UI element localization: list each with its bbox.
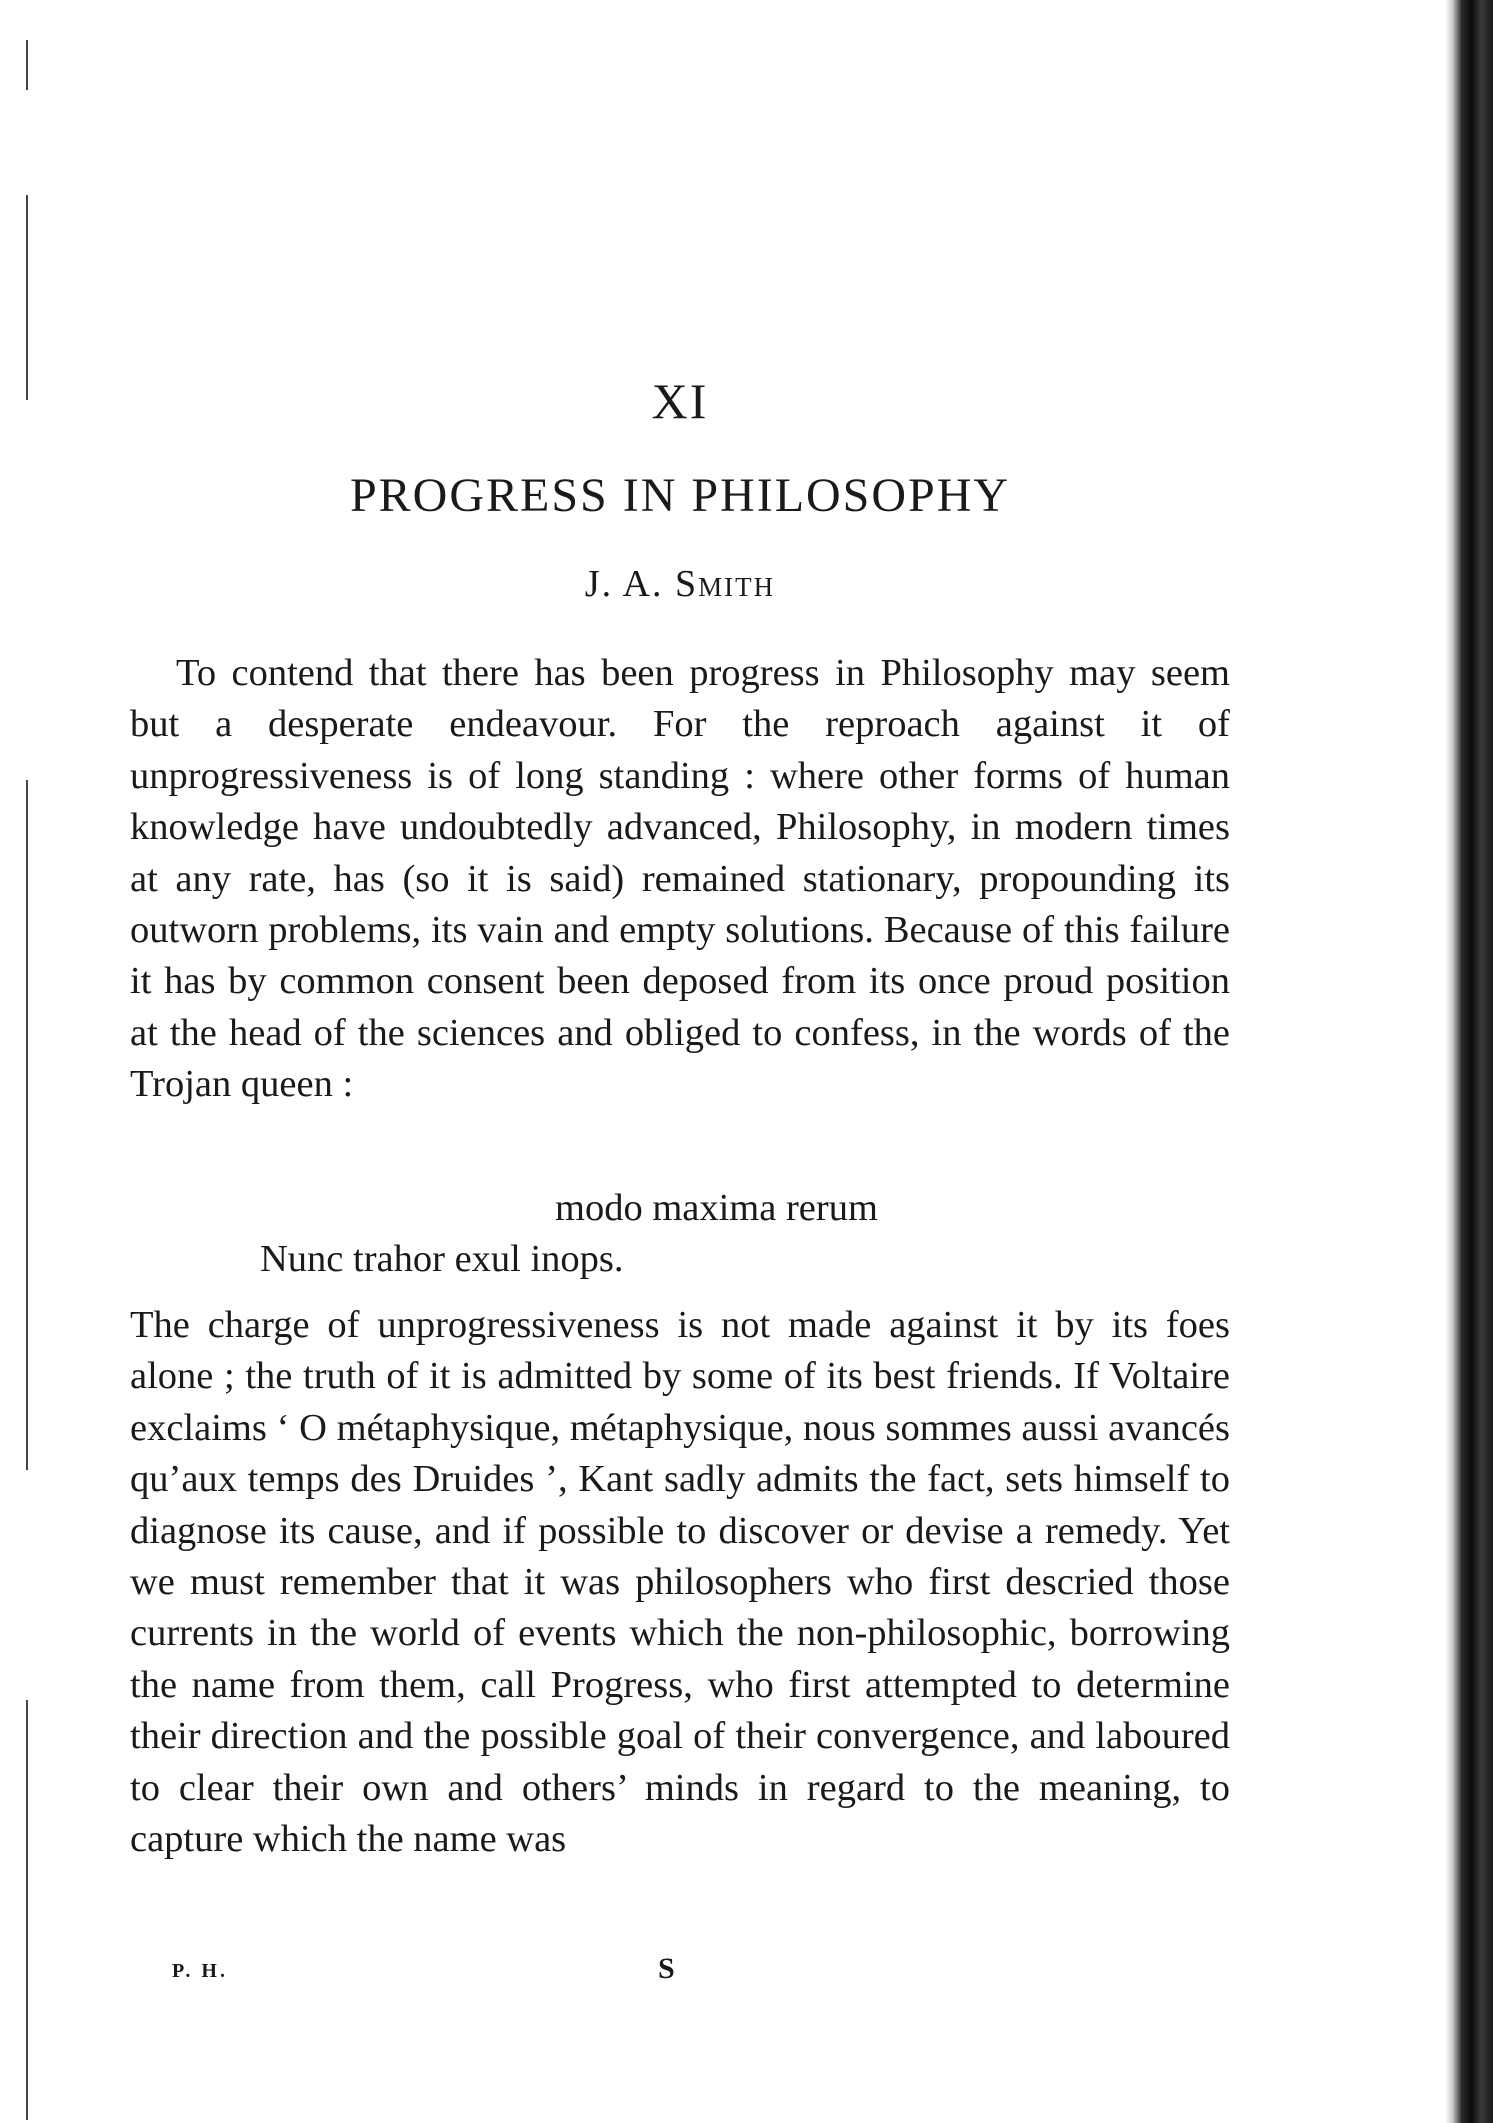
body-paragraph: The charge of unprogressiveness is not made against it by its foes alone ; the truth of it is admitted by some of its best friends. If Voltaire exclaims ‘ O métaphysique, métaphysique, nous sommes aussi avancés qu’aux temps des Druides ’, Kant sadly admits the fact, sets himself to diagnose its cause, and if possible to discover or devise a remedy. Yet we must remember that it was philosophers who first descried those currents in the world of events which the non-philosophic, borrowing the name from them, call Progress, who first attempted to determine their direction and the possible goal of their convergence, and laboured to clear their own and others’ minds in regard to the meaning, to capture which the name was bbox=[130, 1304, 1230, 1861]
left-margin-rule bbox=[26, 40, 28, 90]
signature-mark: P. H. bbox=[172, 1960, 228, 1982]
chapter-number: XI bbox=[651, 373, 709, 429]
author-surname: Smith bbox=[675, 563, 776, 605]
body-paragraph: To contend that there has been progress in Philosophy may seem but a desperate endeavour. For the reproach against it of unprogressiveness is of long standing : where other forms of human knowledge have undoubtedly advanced, Philosophy, in modern times at any rate, has (so it is said) remained stationary, propounding its outworn problems, its vain and empty solutions. Because of this failure it has by common consent been deposed from its once proud position at the head of the sciences and obliged to confess, in the words of the Trojan queen : bbox=[130, 652, 1230, 1106]
left-margin-rule bbox=[26, 195, 28, 400]
quotation-line: Nunc trahor exul inops. bbox=[260, 1238, 624, 1280]
quotation-line: modo maxima rerum bbox=[555, 1187, 878, 1229]
chapter-title: PROGRESS IN PHILOSOPHY bbox=[349, 469, 1011, 522]
author-line bbox=[0, 562, 1360, 606]
binding-shadow bbox=[1445, 0, 1493, 2123]
left-margin-rule bbox=[26, 780, 28, 1470]
sheet-mark: S bbox=[658, 1952, 675, 1985]
author-initials: J. A. bbox=[584, 563, 675, 605]
left-margin-rule bbox=[26, 1700, 28, 2120]
